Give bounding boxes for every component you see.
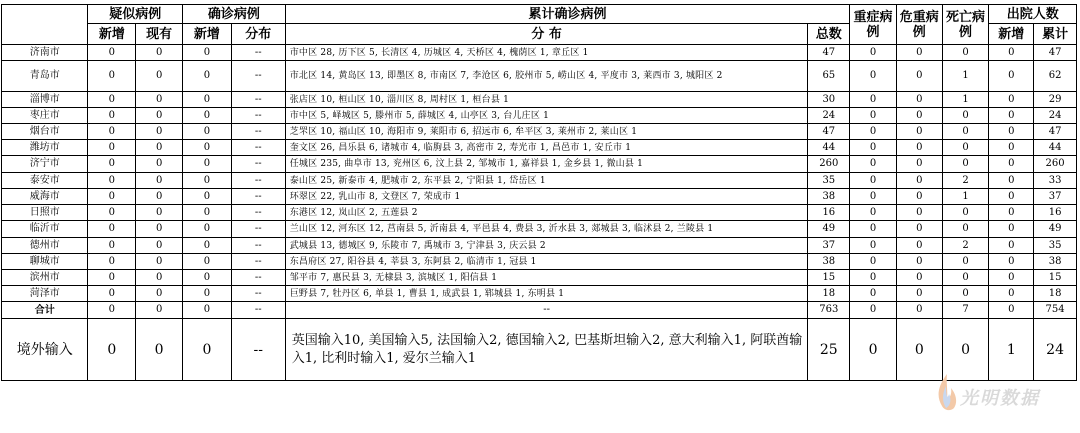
cumulative-total-header: 总数	[808, 24, 850, 45]
confirmed-distribution-cell: --	[231, 45, 285, 61]
suspected-current-cell: 0	[136, 124, 183, 140]
discharged-new-cell: 0	[989, 270, 1034, 286]
table-row	[2, 286, 1077, 302]
discharged-new-cell: 0	[989, 108, 1034, 124]
discharged-new-cell: 0	[989, 189, 1034, 205]
discharged-cumulative-cell: 33	[1034, 173, 1077, 189]
city-header-cell	[2, 5, 88, 45]
suspected-new-cell: 0	[88, 173, 136, 189]
table-row	[2, 173, 1077, 189]
deaths-cell: 0	[942, 319, 989, 381]
table-row	[2, 205, 1077, 221]
cumulative-total-cell: 763	[808, 302, 850, 319]
suspected-new-cell: 0	[88, 221, 136, 238]
confirmed-distribution-cell: --	[231, 302, 285, 319]
cumulative-total-cell: 38	[808, 189, 850, 205]
deaths-cell: 2	[942, 173, 989, 189]
city-cell: 临沂市	[2, 221, 88, 238]
confirmed-distribution-cell: --	[231, 189, 285, 205]
confirmed-new-cell: 0	[183, 270, 232, 286]
confirmed-distribution-cell: --	[231, 238, 285, 254]
deaths-cell: 0	[942, 108, 989, 124]
table-row	[2, 270, 1077, 286]
critical-cell: 0	[896, 189, 942, 205]
city-cell: 德州市	[2, 238, 88, 254]
table-row	[2, 189, 1077, 205]
discharged-new-header: 新增	[989, 24, 1034, 45]
suspected-new-cell: 0	[88, 205, 136, 221]
cumulative-total-cell: 260	[808, 156, 850, 173]
confirmed-new-cell: 0	[183, 108, 232, 124]
watermark-text: 光明数据	[960, 388, 1040, 409]
discharged-new-cell: 0	[989, 238, 1034, 254]
suspected-new-cell: 0	[88, 108, 136, 124]
discharged-new-cell: 0	[989, 254, 1034, 270]
deaths-cell: 7	[942, 302, 989, 319]
distribution-cell: --	[285, 302, 808, 319]
confirmed-new-cell: 0	[183, 302, 232, 319]
discharged-cumulative-cell: 24	[1034, 319, 1077, 381]
confirmed-distribution-cell: --	[231, 92, 285, 108]
city-cell: 烟台市	[2, 124, 88, 140]
deaths-cell: 0	[942, 221, 989, 238]
confirmed-distribution-cell: --	[231, 270, 285, 286]
discharged-cumulative-cell: 754	[1034, 302, 1077, 319]
distribution-cell: 市中区 28, 历下区 5, 长清区 4, 历城区 4, 天桥区 4, 槐荫区 1, 章丘区 1	[285, 45, 808, 61]
city-cell: 潍坊市	[2, 140, 88, 156]
critical-cell: 0	[896, 270, 942, 286]
suspected-current-cell: 0	[136, 286, 183, 302]
critical-cell: 0	[896, 124, 942, 140]
cumulative-distribution-header: 分 布	[285, 24, 808, 45]
discharged-cumulative-cell: 47	[1034, 45, 1077, 61]
suspected-new-cell: 0	[88, 124, 136, 140]
severe-cell: 0	[850, 45, 897, 61]
suspected-new-cell: 0	[88, 286, 136, 302]
critical-header: 危重病例	[896, 5, 942, 45]
discharged-new-cell: 0	[989, 92, 1034, 108]
cumulative-total-cell: 49	[808, 221, 850, 238]
confirmed-new-cell: 0	[183, 92, 232, 108]
distribution-cell: 泰山区 25, 新泰市 4, 肥城市 2, 东平县 2, 宁阳县 1, 岱岳区 1	[285, 173, 808, 189]
confirmed-distribution-cell: --	[231, 286, 285, 302]
critical-cell: 0	[896, 45, 942, 61]
distribution-cell: 芝罘区 10, 福山区 10, 海阳市 9, 莱阳市 6, 招远市 6, 牟平区 3, 莱州市 2, 莱山区 1	[285, 124, 808, 140]
discharged-cumulative-cell: 62	[1034, 61, 1077, 92]
deaths-cell: 0	[942, 286, 989, 302]
suspected-new-cell: 0	[88, 92, 136, 108]
suspected-new-cell: 0	[88, 254, 136, 270]
severe-cell: 0	[850, 319, 897, 381]
discharged-cumulative-cell: 16	[1034, 205, 1077, 221]
confirmed-new-cell: 0	[183, 205, 232, 221]
deaths-cell: 0	[942, 124, 989, 140]
discharged-new-cell: 0	[989, 61, 1034, 92]
discharged-cumulative-header: 累计	[1034, 24, 1077, 45]
discharged-new-cell: 0	[989, 140, 1034, 156]
distribution-cell: 奎文区 26, 昌乐县 6, 诸城市 4, 临朐县 3, 高密市 2, 寿光市 1, 昌邑市 1, 安丘市 1	[285, 140, 808, 156]
severe-cell: 0	[850, 61, 897, 92]
distribution-cell: 东港区 12, 岚山区 2, 五莲县 2	[285, 205, 808, 221]
discharged-cumulative-cell: 49	[1034, 221, 1077, 238]
cumulative-total-cell: 18	[808, 286, 850, 302]
table-row	[2, 238, 1077, 254]
cumulative-total-cell: 38	[808, 254, 850, 270]
suspected-new-cell: 0	[88, 238, 136, 254]
suspected-new-header: 新增	[88, 24, 136, 45]
table-row	[2, 254, 1077, 270]
table-row	[2, 156, 1077, 173]
discharged-cumulative-cell: 29	[1034, 92, 1077, 108]
distribution-cell: 英国输入10, 美国输入5, 法国输入2, 德国输入2, 巴基斯坦输入2, 意大利输入1, 阿联酋输入1, 比利时输入1, 爱尔兰输入1	[285, 319, 808, 381]
distribution-cell: 市中区 5, 峄城区 5, 滕州市 5, 薛城区 4, 山亭区 3, 台儿庄区 1	[285, 108, 808, 124]
suspected-new-cell: 0	[88, 319, 136, 381]
critical-cell: 0	[896, 173, 942, 189]
cumulative-total-cell: 47	[808, 45, 850, 61]
confirmed-new-cell: 0	[183, 189, 232, 205]
city-cell: 济宁市	[2, 156, 88, 173]
suspected-new-cell: 0	[88, 189, 136, 205]
suspected-current-cell: 0	[136, 270, 183, 286]
table-row	[2, 221, 1077, 238]
suspected-current-cell: 0	[136, 45, 183, 61]
critical-cell: 0	[896, 221, 942, 238]
confirmed-distribution-cell: --	[231, 156, 285, 173]
confirmed-new-header: 新增	[183, 24, 232, 45]
city-cell: 合计	[2, 302, 88, 319]
severe-cell: 0	[850, 108, 897, 124]
confirmed-distribution-cell: --	[231, 124, 285, 140]
cumulative-total-cell: 37	[808, 238, 850, 254]
confirmed-distribution-cell: --	[231, 173, 285, 189]
deaths-cell: 0	[942, 140, 989, 156]
deaths-cell: 0	[942, 270, 989, 286]
critical-cell: 0	[896, 238, 942, 254]
suspected-new-cell: 0	[88, 156, 136, 173]
severe-cell: 0	[850, 221, 897, 238]
table-row	[2, 92, 1077, 108]
confirmed-new-cell: 0	[183, 124, 232, 140]
distribution-cell: 武城县 13, 德城区 9, 乐陵市 7, 禹城市 3, 宁津县 3, 庆云县 2	[285, 238, 808, 254]
table-row	[2, 61, 1077, 92]
confirmed-distribution-cell: --	[231, 319, 285, 381]
discharged-cumulative-cell: 37	[1034, 189, 1077, 205]
deaths-cell: 0	[942, 205, 989, 221]
suspected-current-cell: 0	[136, 205, 183, 221]
discharged-cumulative-cell: 260	[1034, 156, 1077, 173]
confirmed-new-cell: 0	[183, 156, 232, 173]
severe-cell: 0	[850, 205, 897, 221]
city-cell: 威海市	[2, 189, 88, 205]
suspected-new-cell: 0	[88, 302, 136, 319]
confirmed-new-cell: 0	[183, 319, 232, 381]
discharged-new-cell: 1	[989, 319, 1034, 381]
suspected-current-cell: 0	[136, 238, 183, 254]
severe-cell: 0	[850, 270, 897, 286]
distribution-cell: 任城区 235, 曲阜市 13, 兖州区 6, 汶上县 2, 邹城市 1, 嘉祥县 1, 金乡县 1, 微山县 1	[285, 156, 808, 173]
case-statistics-table	[1, 4, 1077, 381]
distribution-cell: 邹平市 7, 惠民县 3, 无棣县 3, 滨城区 1, 阳信县 1	[285, 270, 808, 286]
deaths-cell: 1	[942, 92, 989, 108]
suspected-current-cell: 0	[136, 92, 183, 108]
suspected-new-cell: 0	[88, 140, 136, 156]
suspected-current-cell: 0	[136, 61, 183, 92]
city-cell: 菏泽市	[2, 286, 88, 302]
critical-cell: 0	[896, 286, 942, 302]
discharged-cumulative-cell: 35	[1034, 238, 1077, 254]
critical-cell: 0	[896, 61, 942, 92]
severe-cell: 0	[850, 189, 897, 205]
discharged-new-cell: 0	[989, 45, 1034, 61]
confirmed-distribution-cell: --	[231, 108, 285, 124]
distribution-cell: 环翠区 22, 乳山市 8, 文登区 7, 荣成市 1	[285, 189, 808, 205]
severe-cell: 0	[850, 238, 897, 254]
cumulative-header: 累计确诊病例	[285, 5, 849, 24]
suspected-current-header: 现有	[136, 24, 183, 45]
city-cell: 滨州市	[2, 270, 88, 286]
city-cell: 青岛市	[2, 61, 88, 92]
suspected-current-cell: 0	[136, 108, 183, 124]
critical-cell: 0	[896, 156, 942, 173]
confirmed-distribution-cell: --	[231, 61, 285, 92]
confirmed-new-cell: 0	[183, 173, 232, 189]
confirmed-distribution-cell: --	[231, 254, 285, 270]
city-cell: 泰安市	[2, 173, 88, 189]
cumulative-total-cell: 16	[808, 205, 850, 221]
confirmed-new-cell: 0	[183, 254, 232, 270]
distribution-cell: 东昌府区 27, 阳谷县 4, 莘县 3, 东阿县 2, 临清市 1, 冠县 1	[285, 254, 808, 270]
suspected-current-cell: 0	[136, 173, 183, 189]
confirmed-header: 确诊病例	[183, 5, 286, 24]
confirmed-new-cell: 0	[183, 286, 232, 302]
discharged-new-cell: 0	[989, 221, 1034, 238]
table-row	[2, 108, 1077, 124]
critical-cell: 0	[896, 92, 942, 108]
confirmed-new-cell: 0	[183, 238, 232, 254]
severe-cell: 0	[850, 254, 897, 270]
table-row	[2, 45, 1077, 61]
severe-cell: 0	[850, 302, 897, 319]
cumulative-total-cell: 25	[808, 319, 850, 381]
suspected-current-cell: 0	[136, 156, 183, 173]
severe-header: 重症病例	[850, 5, 897, 45]
deaths-cell: 0	[942, 254, 989, 270]
critical-cell: 0	[896, 302, 942, 319]
suspected-current-cell: 0	[136, 254, 183, 270]
critical-cell: 0	[896, 140, 942, 156]
suspected-current-cell: 0	[136, 189, 183, 205]
city-cell: 日照市	[2, 205, 88, 221]
cumulative-total-cell: 15	[808, 270, 850, 286]
confirmed-new-cell: 0	[183, 221, 232, 238]
deaths-cell: 1	[942, 61, 989, 92]
discharged-cumulative-cell: 47	[1034, 124, 1077, 140]
suspected-new-cell: 0	[88, 45, 136, 61]
critical-cell: 0	[896, 319, 942, 381]
city-cell: 境外输入	[2, 319, 88, 381]
city-cell: 淄博市	[2, 92, 88, 108]
confirmed-new-cell: 0	[183, 61, 232, 92]
cumulative-total-cell: 47	[808, 124, 850, 140]
table-row	[2, 140, 1077, 156]
overseas-row	[2, 319, 1077, 381]
distribution-cell: 巨野县 7, 牡丹区 6, 单县 1, 曹县 1, 成武县 1, 郓城县 1, 东明县 1	[285, 286, 808, 302]
discharged-new-cell: 0	[989, 156, 1034, 173]
severe-cell: 0	[850, 156, 897, 173]
cumulative-total-cell: 65	[808, 61, 850, 92]
severe-cell: 0	[850, 124, 897, 140]
header-row-1	[2, 5, 1077, 24]
suspected-current-cell: 0	[136, 221, 183, 238]
cumulative-total-cell: 35	[808, 173, 850, 189]
discharged-new-cell: 0	[989, 173, 1034, 189]
discharged-new-cell: 0	[989, 302, 1034, 319]
severe-cell: 0	[850, 173, 897, 189]
discharged-cumulative-cell: 44	[1034, 140, 1077, 156]
cumulative-total-cell: 44	[808, 140, 850, 156]
deaths-cell: 2	[942, 238, 989, 254]
deaths-cell: 1	[942, 189, 989, 205]
confirmed-distribution-cell: --	[231, 140, 285, 156]
confirmed-new-cell: 0	[183, 140, 232, 156]
confirmed-distribution-cell: --	[231, 221, 285, 238]
city-cell: 聊城市	[2, 254, 88, 270]
city-cell: 济南市	[2, 45, 88, 61]
suspected-current-cell: 0	[136, 302, 183, 319]
deaths-cell: 0	[942, 156, 989, 173]
total-row	[2, 302, 1077, 319]
table-row	[2, 124, 1077, 140]
suspected-current-cell: 0	[136, 319, 183, 381]
severe-cell: 0	[850, 92, 897, 108]
deaths-cell: 0	[942, 45, 989, 61]
severe-cell: 0	[850, 140, 897, 156]
severe-cell: 0	[850, 286, 897, 302]
distribution-cell: 张店区 10, 桓山区 10, 淄川区 8, 周村区 1, 桓台县 1	[285, 92, 808, 108]
distribution-cell: 兰山区 12, 河东区 12, 莒南县 5, 沂南县 4, 平邑县 4, 费县 3, 沂水县 3, 郯城县 3, 临沭县 2, 兰陵县 1	[285, 221, 808, 238]
discharged-cumulative-cell: 24	[1034, 108, 1077, 124]
discharged-cumulative-cell: 15	[1034, 270, 1077, 286]
discharged-cumulative-cell: 18	[1034, 286, 1077, 302]
cumulative-total-cell: 24	[808, 108, 850, 124]
discharged-new-cell: 0	[989, 205, 1034, 221]
suspected-new-cell: 0	[88, 270, 136, 286]
critical-cell: 0	[896, 108, 942, 124]
distribution-cell: 市北区 14, 黄岛区 13, 即墨区 8, 市南区 7, 李沧区 6, 胶州市 5, 崂山区 4, 平度市 3, 莱西市 3, 城阳区 2	[285, 61, 808, 92]
discharged-new-cell: 0	[989, 124, 1034, 140]
critical-cell: 0	[896, 205, 942, 221]
confirmed-distribution-header: 分布	[231, 24, 285, 45]
discharged-new-cell: 0	[989, 286, 1034, 302]
discharged-header: 出院人数	[989, 5, 1077, 24]
city-cell: 枣庄市	[2, 108, 88, 124]
critical-cell: 0	[896, 254, 942, 270]
suspected-current-cell: 0	[136, 140, 183, 156]
confirmed-new-cell: 0	[183, 45, 232, 61]
suspected-header: 疑似病例	[88, 5, 183, 24]
suspected-new-cell: 0	[88, 61, 136, 92]
confirmed-distribution-cell: --	[231, 205, 285, 221]
deaths-header: 死亡病例	[942, 5, 989, 45]
cumulative-total-cell: 30	[808, 92, 850, 108]
discharged-cumulative-cell: 38	[1034, 254, 1077, 270]
